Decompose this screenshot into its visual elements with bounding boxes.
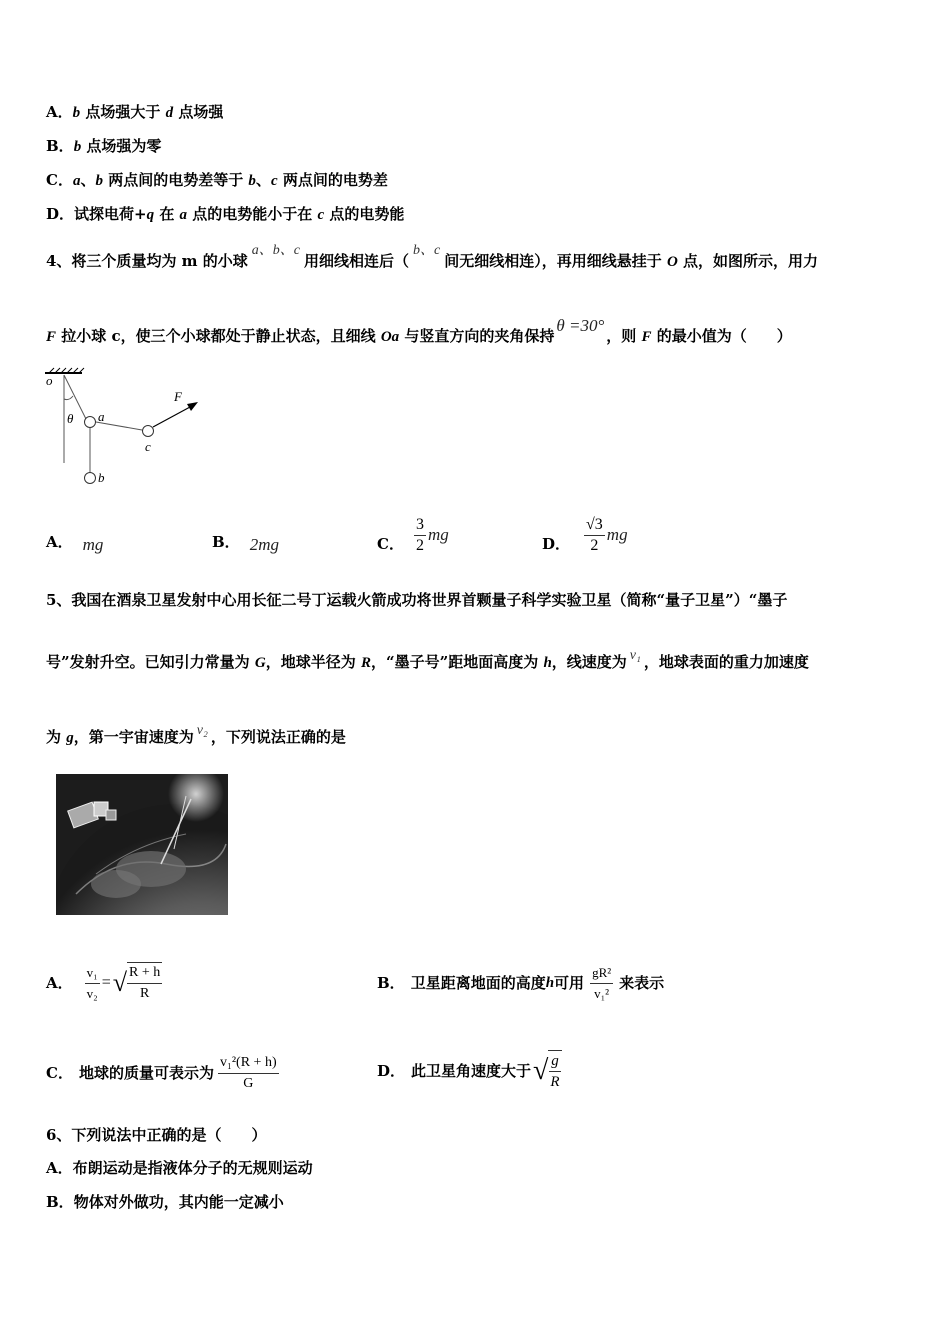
q5-stem-line1: 5、我国在酒泉卫星发射中心用长征二号丁运载火箭成功将世界首颗量子科学实验卫星（简称“量子卫星”）“墨子 — [46, 591, 788, 609]
q4-option-b: B． 2mg — [212, 533, 279, 554]
q6-option-a: A．布朗运动是指液体分子的无规则运动 — [46, 1159, 313, 1177]
q3-option-b: B．b 点场强为零 — [46, 137, 162, 155]
q3-option-c: C．a、b 两点间的电势差等于 b、c 两点间的电势差 — [46, 171, 388, 189]
q5-option-d: D． 此卫星角速度大于 √ $\frac{g}{R}$ — [377, 1046, 562, 1096]
q3-option-a: A．b 点场强大于 d 点场强 — [46, 103, 224, 121]
label-theta: θ — [67, 411, 74, 426]
fraction-3-over-2: $\frac{3}{2}$ — [415, 515, 424, 554]
ball-b — [85, 473, 96, 484]
theta-arc — [64, 396, 73, 400]
ball-a — [85, 417, 96, 428]
label-F: F — [174, 389, 182, 404]
q4-option-d: D． $\frac{√3}{2}$ mg — [542, 515, 628, 554]
fraction-gR2-over-v1sq: $\frac{\text{gR²}}{\text{v₁²}}$ — [592, 964, 612, 1001]
ball-c — [143, 426, 154, 437]
q4-option-a: A． mg — [46, 533, 104, 554]
q4-stem-line1: 4、将三个质量均为 m 的小球a、b、c用细线相连后（b、c间无细线相连），再用细线悬挂于 O 点，如图所示，用力 — [46, 243, 819, 270]
force-arrowhead — [187, 402, 198, 411]
label-b: b — [98, 470, 105, 485]
q4-option-c: C． $\frac{3}{2}$ mg — [377, 515, 449, 554]
fraction-v1-over-v2: $\frac{\text{v₁}}{\text{v₂}}$ — [86, 964, 98, 1001]
label-a: a — [98, 409, 105, 424]
q6-stem: 6、下列说法中正确的是（ ） — [46, 1126, 267, 1144]
q6-option-b: B．物体对外做功，其内能一定减小 — [46, 1193, 284, 1211]
force-arrow — [153, 407, 190, 427]
q5-option-a: A． $\frac{\text{v₁}}{\text{v₂}}$ = √ $\frac{R + h}{R}$ — [46, 960, 162, 1006]
q4-stem-line2: F 拉小球 c，使三个小球都处于静止状态，且细线 Oa 与竖直方向的夹角保持θ =30°，则 F 的最小值为（ ） — [46, 316, 792, 345]
sqrt-sign: √ — [112, 968, 127, 997]
label-c: c — [145, 439, 151, 454]
sqrt-sign: √ — [533, 1055, 549, 1086]
q5-option-c: C． 地球的质量可表示为 $\frac{\text{v₁²(R + h)}}{G}$ — [46, 1050, 279, 1096]
q4-figure — [40, 365, 210, 495]
q5-stem-line2: 号”发射升空。已知引力常量为 G，地球半径为 R，“墨子号”距地面高度为 h，线速度为 v₁ ，地球表面的重力加速度 — [46, 648, 809, 671]
fraction-sqrt3-over-2: $\frac{√3}{2}$ — [586, 515, 603, 554]
satellite-image — [56, 774, 228, 915]
label-o: o — [46, 373, 53, 388]
fraction-earth-mass: $\frac{\text{v₁²(R + h)}}{G}$ — [219, 1054, 277, 1091]
q5-stem-line3: 为 g，第一宇宙速度为 v₂ ，下列说法正确的是 — [46, 723, 346, 746]
fraction-r-plus-h-over-r: $\frac{R + h}{R}$ — [127, 962, 162, 1004]
q5-option-b: B． 卫星距离地面的高度 h 可用 $\frac{\text{gR²}}{\text{v₁²}}$ 来表示 — [377, 960, 664, 1006]
fraction-g-over-r: $\frac{g}{R}$ — [548, 1050, 561, 1092]
q3-option-d: D．试探电荷+q 在 a 点的电势能小于在 c 点的电势能 — [46, 205, 405, 223]
